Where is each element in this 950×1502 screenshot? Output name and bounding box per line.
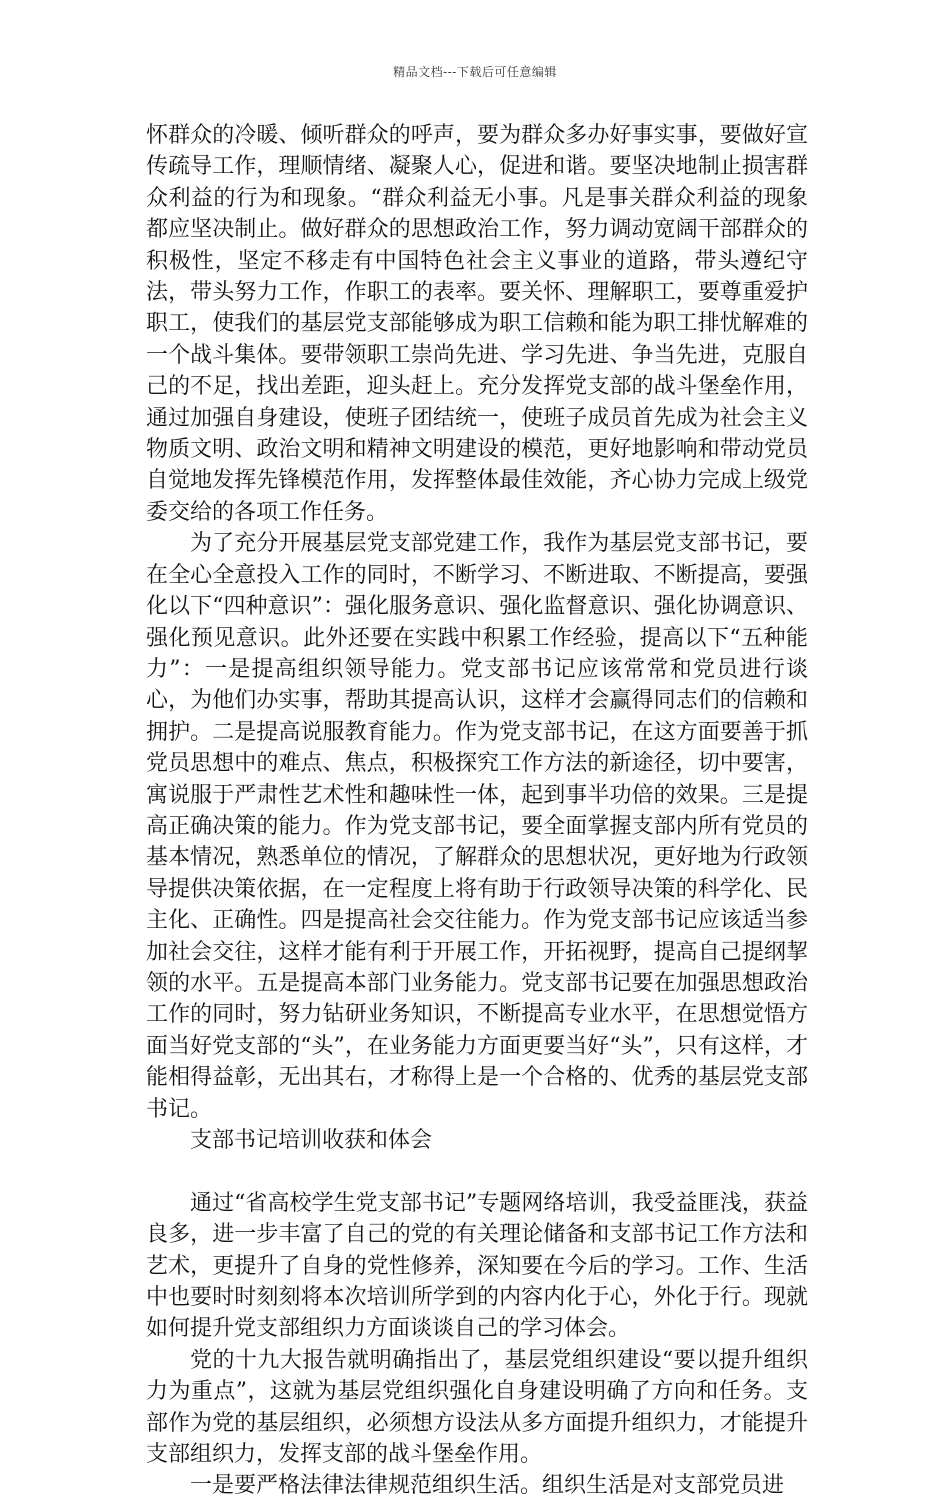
section-title: 支部书记培训收获和体会: [190, 1128, 433, 1153]
page-header: 精品文档---下载后可任意编辑: [393, 65, 557, 79]
paragraph-training-intro: 通过“省高校学生党支部书记”专题网络培训，我受益匪浅，获益良多，进一步丰富了自己的党的有关理论储备和支部书记工作方法和艺术，更提升了自身的党性修养，深知要在今后的学习。工作、生活中也要时时刻刻将本次培训所学到的内容内化于心，外化于行。现就如何提升党支部组织力方面谈谈自己的学习体会。: [146, 1190, 808, 1342]
paragraph-organization-life: 一是要严格法律法律规范组织生活。组织生活是对支部党员进: [190, 1473, 785, 1499]
document-body: [146, 120, 808, 1502]
paragraph-continuation: 怀群众的冷暖、倾听群众的呼声，要为群众多办好事实事，要做好宣传疏导工作，理顺情绪、凝聚人心，促进和谐。要坚决地制止损害群众利益的行为和现象。“群众利益无小事。凡是事关群众利益的现象都应坚决制止。做好群众的思想政治工作，努力调动宽阔干部群众的积极性，坚定不移走有中国特色社会主义事业的道路，带头遵纪守法，带头努力工作，作职工的表率。要关怀、理解职工，要尊重爱护职工，使我们的基层党支部能够成为职工信赖和能为职工排忧解难的一个战斗集体。要带领职工崇尚先进、学习先进、争当先进，克服自己的不足，找出差距，迎头赶上。充分发挥党支部的战斗堡垒作用，通过加强自身建设，使班子团结统一，使班子成员首先成为社会主义物质文明、政治文明和精神文明建设的模范，更好地影响和带动党员自觉地发挥先锋模范作用，发挥整体最佳效能，齐心协力完成上级党委交给的各项工作任务。: [146, 123, 808, 525]
paragraph-organization-power: 党的十九大报告就明确指出了，基层党组织建设“要以提升组织力为重点”，这就为基层党组织强化自身建设明确了方向和任务。支部作为党的基层组织，必须想方设法从多方面提升组织力，才能提升支部组织力，发挥支部的战斗堡垒作用。: [146, 1347, 808, 1468]
blank-line: [146, 1156, 808, 1187]
paragraph-party-branch-work: 为了充分开展基层党支部党建工作，我作为基层党支部书记，要在全心全意投入工作的同时，不断学习、不断进取、不断提高，要强化以下“四种意识”：强化服务意识、强化监督意识、强化协调意识、强化预见意识。此外还要在实践中积累工作经验，提高以下“五种能力”：一是提高组织领导能力。党支部书记应该常常和党员进行谈心，为他们办实事，帮助其提高认识，这样才会赢得同志们的信赖和拥护。二是提高说服教育能力。作为党支部书记，在这方面要善于抓党员思想中的难点、焦点，积极探究工作方法的新途径，切中要害，寓说服于严肃性艺术性和趣味性一体，起到事半功倍的效果。三是提高正确决策的能力。作为党支部书记，要全面掌握支部内所有党员的基本情况，熟悉单位的情况，了解群众的思想状况，更好地为行政领导提供决策依据，在一定程度上将有助于行政领导决策的科学化、民主化、正确性。四是提高社会交往能力。作为党支部书记应该适当参加社会交往，这样才能有利于开展工作，开拓视野，提高自己提纲挈领的水平。五是提高本部门业务能力。党支部书记要在加强思想政治工作的同时，努力钻研业务知识，不断提高专业水平，在思想觉悟方面当好党支部的“头”，在业务能力方面更要当好“头”，只有这样，才能相得益彰，无出其右，才称得上是一个合格的、优秀的基层党支部书记。: [146, 531, 808, 1122]
